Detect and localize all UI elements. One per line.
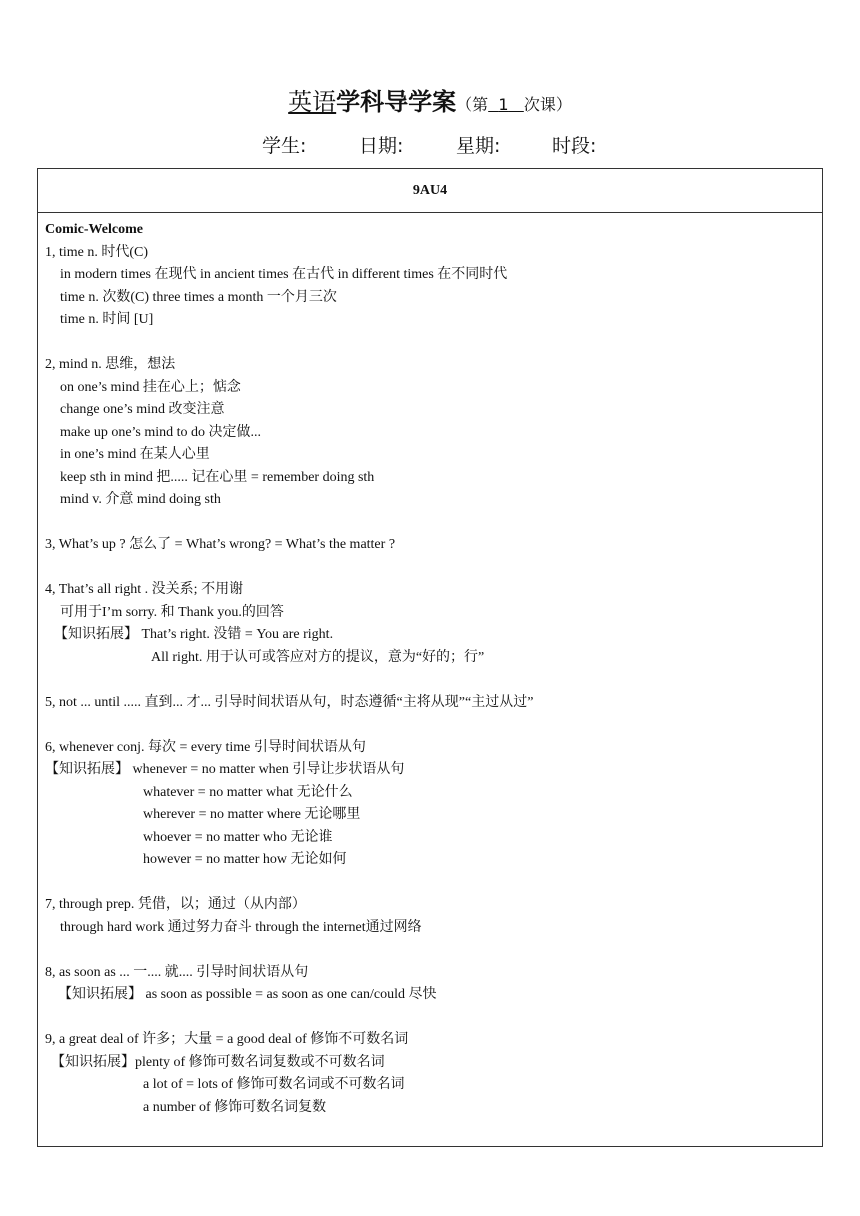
note-line: a number of 修饰可数名词复数 <box>143 1099 327 1115</box>
note-line: 4, That’s all right . 没关系; 不用谢 <box>45 582 244 597</box>
note-line: in one’s mind 在某人心里 <box>60 447 210 462</box>
note-line: Comic-Welcome <box>45 222 143 237</box>
note-line: 6, whenever conj. 每次 = every time 引导时间状语从句 <box>45 739 366 755</box>
note-line: however = no matter how 无论如何 <box>143 852 347 867</box>
note-line: 【知识拓展】 as soon as possible = as soon as one can/could 尽快 <box>58 987 437 1002</box>
lesson-prefix: （第 <box>456 95 489 114</box>
note-line: 3, What’s up ? 怎么了 = What’s wrong? = What’s the matter ? <box>45 537 396 552</box>
blank-line <box>45 669 818 692</box>
note-line: time n. 时间 [U] <box>60 312 154 327</box>
note-line: 【知识拓展】plenty of 修饰可数名词复数或不可数名词 <box>51 1054 385 1070</box>
time-slot-field: 时段: <box>552 135 597 157</box>
notes-content <box>45 219 818 1119</box>
note-line: 【知识拓展】 That’s right. 没错 = You are right. <box>54 627 334 642</box>
lesson-number: 1 <box>498 95 509 114</box>
subject-name: 英语 <box>288 88 337 116</box>
note-line: 5, not ... until ..... 直到... 才... 引导时间状语从句，时态遵循“主将从现”“主过从过” <box>45 694 534 710</box>
date-field: 日期: <box>359 135 404 157</box>
student-field: 学生: <box>262 135 307 157</box>
blank-line <box>45 332 818 355</box>
note-line: 2, mind n. 思维，想法 <box>45 357 176 372</box>
note-line: All right. 用于认可或答应对方的提议，意为“好的；行” <box>151 649 485 665</box>
unit-header: 9AU4 <box>38 169 822 213</box>
note-line: change one’s mind 改变注意 <box>60 402 225 417</box>
note-line: in modern times 在现代 in ancient times 在古代 in different times 在不同时代 <box>60 267 508 282</box>
note-line: whoever = no matter who 无论谁 <box>143 829 333 845</box>
lesson-suffix: 次课） <box>523 95 572 114</box>
note-line: 【知识拓展】 whenever = no matter when 引导让步状语从句 <box>45 762 405 777</box>
note-line: 7, through prep. 凭借，以；通过（从内部） <box>45 897 306 912</box>
content-table <box>37 168 823 1147</box>
note-line: keep sth in mind 把..... 记在心里 = remember doing sth <box>60 469 375 485</box>
note-line: time n. 次数(C) three times a month 一个月三次 <box>60 289 337 305</box>
note-line: 可用于I’m sorry. 和 Thank you.的回答 <box>60 604 284 620</box>
note-line: 9, a great deal of 许多；大量 = a good deal of 修饰不可数名词 <box>45 1032 409 1047</box>
blank-line <box>45 714 818 737</box>
note-line: whatever = no matter what 无论什么 <box>143 784 353 800</box>
note-line: a lot of = lots of 修饰可数名词或不可数名词 <box>143 1077 405 1092</box>
blank-line <box>45 557 818 580</box>
page-title <box>0 86 860 121</box>
note-line: mind v. 介意 mind doing sth <box>60 492 221 507</box>
note-line: wherever = no matter where 无论哪里 <box>143 807 361 822</box>
note-line: 1, time n. 时代(C) <box>45 244 149 260</box>
note-line: 8, as soon as ... 一.... 就.... 引导时间状语从句 <box>45 964 309 980</box>
note-line: on one’s mind 挂在心上；惦念 <box>60 379 241 395</box>
blank-line <box>45 939 818 962</box>
blank-line <box>45 872 818 895</box>
blank-line <box>45 512 818 535</box>
document-title: 学科导学案 <box>336 88 457 116</box>
note-line: make up one’s mind to do 决定做... <box>60 424 262 440</box>
note-line: through hard work 通过努力奋斗 through the internet通过网络 <box>60 919 422 935</box>
blank-line <box>45 1007 818 1030</box>
weekday-field: 星期: <box>456 135 501 157</box>
